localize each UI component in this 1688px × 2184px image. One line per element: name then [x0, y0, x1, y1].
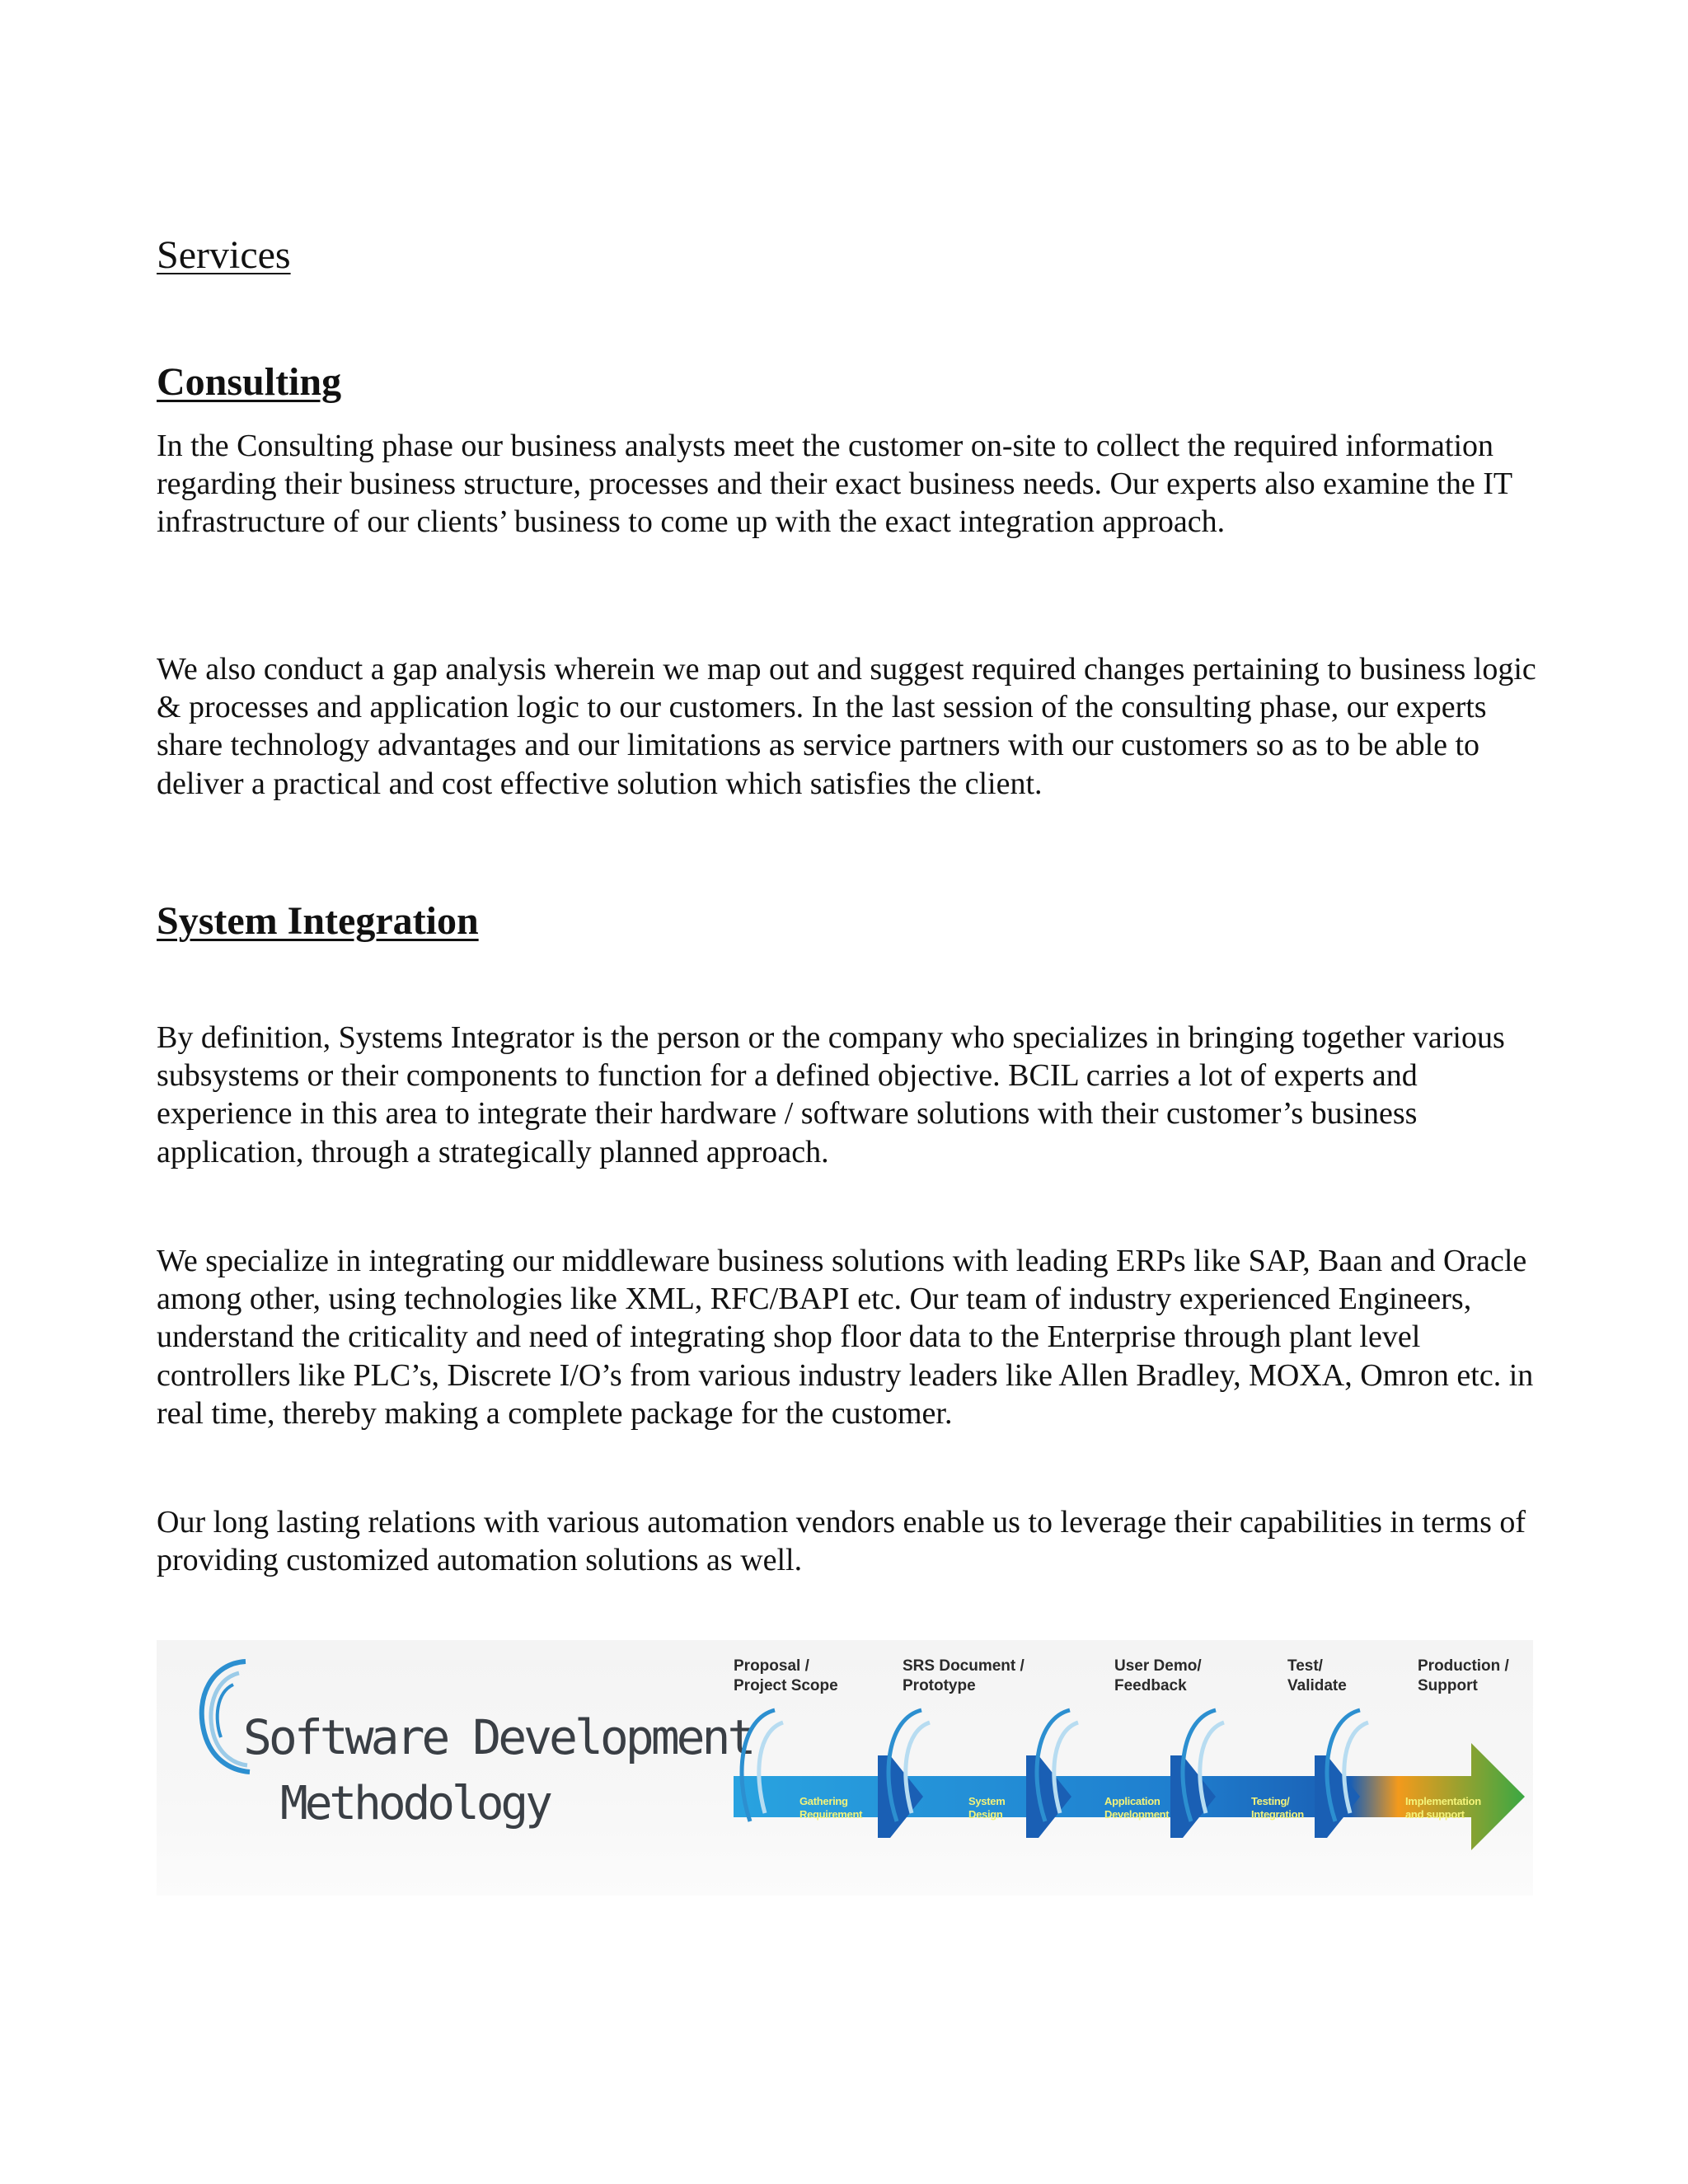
step-testing-integration: Testing/ Integration: [1251, 1795, 1304, 1821]
methodology-figure: [157, 1640, 1533, 1896]
step-application-development: Application Development: [1104, 1795, 1170, 1821]
milestone-production: Production / Support: [1418, 1657, 1509, 1694]
figure-title-line-1: Software Development: [243, 1709, 753, 1765]
milestone-demo: User Demo/ Feedback: [1114, 1657, 1202, 1694]
integration-paragraph-1: By definition, Systems Integrator is the person or the company who specializes in bringing together various subsystems or their components to function for a defined objective. BCIL carries a lot of experts and experience in this area to integrate their hardware / software solutions with their customer’s business application, through a strategically planned approach.: [157, 1020, 1505, 1169]
integration-paragraph-2: We specialize in integrating our middleware business solutions with leading ERPs like SAP, Baan and Oracle among other, using technologies like XML, RFC/BAPI etc. Our team of industry experienced Engineers, understand the criticality and need of integrating shop floor data to the Enterprise through plant level controllers like PLC’s, Discrete I/O’s from various industry leaders like Allen Bradley, MOXA, Omron etc. in real time, thereby making a complete package for the customer.: [157, 1244, 1534, 1431]
consulting-paragraph-2: We also conduct a gap analysis wherein we map out and suggest required changes pertaining to business logic & processes and application logic to our customers. In the last session of the consulting phase, our experts share technology advantages and our limitations as service partners with our customers so as to be able to deliver a practical and cost effective solution which satisfies the client.: [157, 652, 1536, 801]
step-gathering-requirement: Gathering Requirement: [799, 1795, 863, 1821]
consulting-paragraph-1: In the Consulting phase our business analysts meet the customer on-site to collect the required information regarding their business structure, processes and their exact business needs. Our experts also examine the IT infrastructure of our clients’ business to come up with the exact integration approach.: [157, 429, 1512, 540]
heading-system-integration: System Integration: [157, 899, 479, 943]
page-title: Services: [157, 233, 291, 277]
milestone-proposal: Proposal / Project Scope: [734, 1657, 838, 1694]
milestone-test: Test/ Validate: [1287, 1657, 1347, 1694]
figure-title-line-2: Methodology: [280, 1777, 550, 1830]
integration-paragraph-3: Our long lasting relations with various automation vendors enable us to leverage their capabilities in terms of providing customized automation solutions as well.: [157, 1505, 1526, 1578]
step-system-design: System Design: [968, 1795, 1006, 1821]
heading-consulting: Consulting: [157, 360, 342, 404]
chevron-3: [1170, 1755, 1216, 1838]
chevron-4: [1315, 1755, 1360, 1838]
milestone-srs: SRS Document / Prototype: [903, 1657, 1025, 1694]
chevron-2: [1026, 1755, 1071, 1838]
step-implementation-support: Implementation and support: [1405, 1795, 1481, 1821]
chevron-1: [878, 1755, 923, 1838]
process-arrow: [725, 1698, 1533, 1871]
